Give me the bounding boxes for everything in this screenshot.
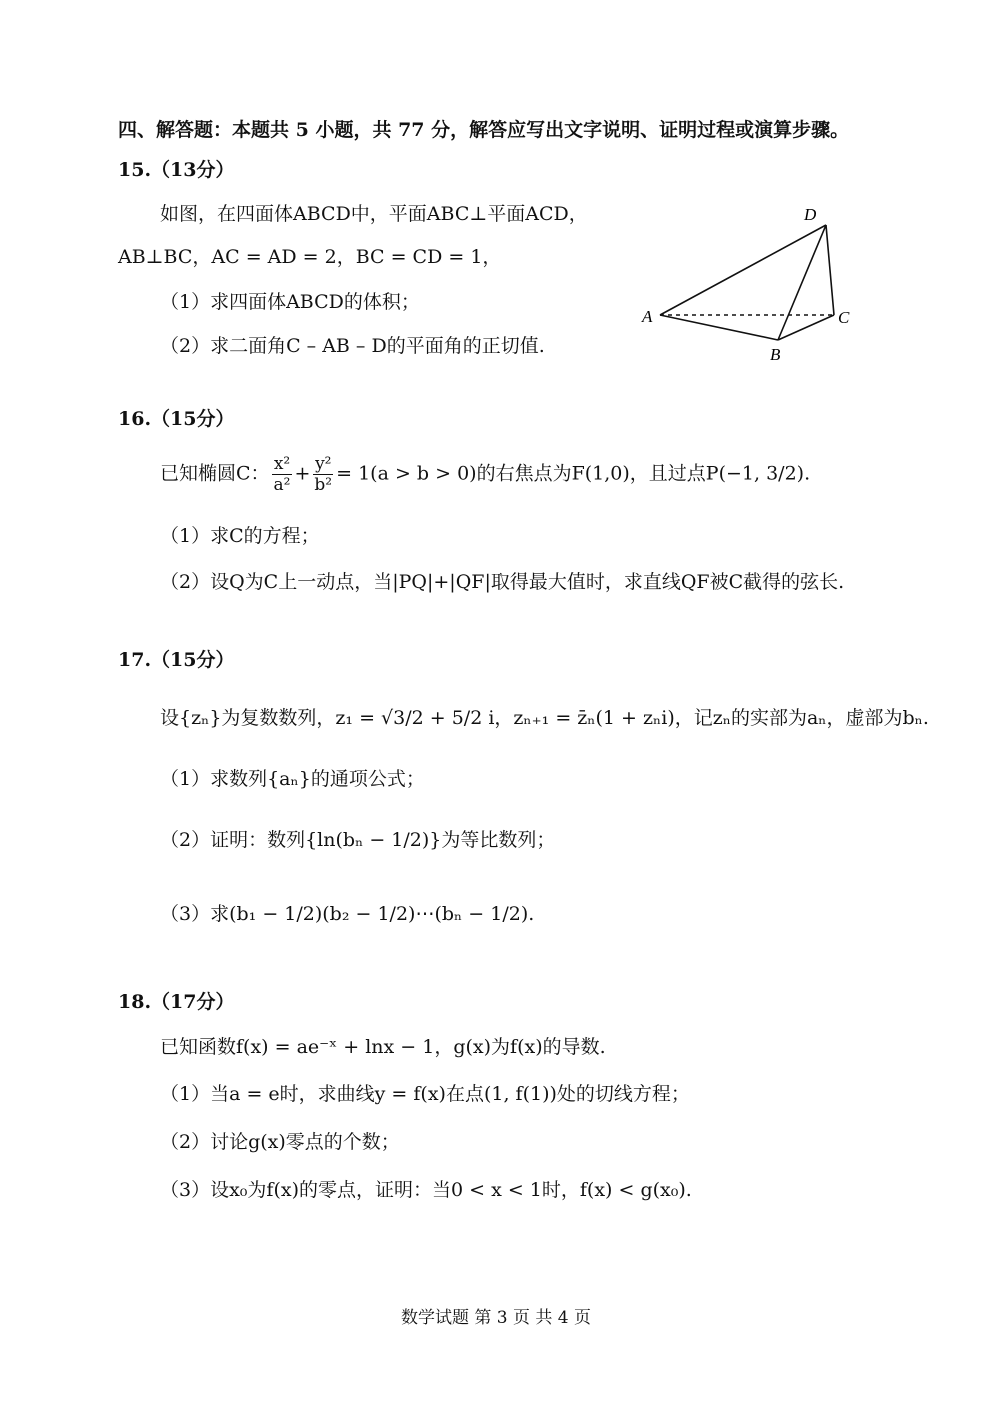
q16-stem-middle: = 1(a > b > 0)的右焦点为F(1,0)，且过点P <box>336 462 719 485</box>
page-footer: 数学试题 第 3 页 共 4 页 <box>400 1308 592 1328</box>
q17-part2: （2）证明：数列{ln(bₙ − 1/2)}为等比数列； <box>160 829 556 851</box>
q18-part1: （1）当a = e时，求曲线y = f(x)在点(1, f(1))处的切线方程； <box>160 1083 690 1105</box>
q17-part1: （1）求数列{aₙ}的通项公式； <box>160 768 425 790</box>
q17-heading: 17.（15分） <box>118 649 235 671</box>
frac-x2-a2: $\frac{\text{x²}}{\text{a²}}$ <box>273 454 291 495</box>
q16-part1: （1）求C的方程； <box>160 525 320 547</box>
section-heading: 四、解答题：本题共 5 小题，共 77 分，解答应写出文字说明、证明过程或演算步骤。 <box>118 119 850 141</box>
q17-stem: 设{zₙ}为复数数列，z₁ = √3/2 + 5/2 i，zₙ₊₁ = z̄ₙ(1 + zₙi)，记zₙ的实部为aₙ，虚部为bₙ. <box>160 707 929 729</box>
q16-stem: 已知椭圆C： $\frac{\text{x²}}{\text{a²}}$ + $\frac{\text{y²}}{\text{b²}}$ = 1(a > b > 0)的右焦点为F(1,0)，且过点P(−1, 3/2). <box>160 454 811 495</box>
vertex-d-label: D <box>804 205 817 224</box>
q17-part3: （3）求(b₁ − 1/2)(b₂ − 1/2)⋯(bₙ − 1/2). <box>160 903 535 925</box>
q16-part2: （2）设Q为C上一动点，当|PQ|+|QF|取得最大值时，求直线QF被C截得的弦长. <box>160 571 845 593</box>
q15-stem-line2: AB⊥BC，AC = AD = 2，BC = CD = 1， <box>118 246 502 268</box>
tetrahedron-figure <box>638 200 868 369</box>
q18-stem: 已知函数f(x) = ae⁻ˣ + lnx − 1，g(x)为f(x)的导数. <box>160 1036 606 1058</box>
q18-heading: 18.（17分） <box>118 991 235 1013</box>
q15-stem-line1: 如图，在四面体ABCD中，平面ABC⊥平面ACD， <box>160 203 588 225</box>
vertex-a-label: A <box>642 307 653 326</box>
q16-point-p: (−1, 3/2). <box>718 462 811 485</box>
q16-stem-prefix: 已知椭圆C： <box>160 462 270 485</box>
q15-part1: （1）求四面体ABCD的体积； <box>160 291 420 313</box>
q18-part3: （3）设x₀为f(x)的零点，证明：当0 < x < 1时，f(x) < g(x₀). <box>160 1179 692 1201</box>
q15-part2: （2）求二面角C – AB – D的平面角的正切值. <box>160 335 545 357</box>
q16-heading: 16.（15分） <box>118 408 235 430</box>
frac-y2-b2: $\frac{\text{y²}}{\text{b²}}$ <box>314 454 333 495</box>
q15-heading: 15.（13分） <box>118 159 235 181</box>
vertex-b-label: B <box>770 345 781 364</box>
q18-part2: （2）讨论g(x)零点的个数； <box>160 1131 400 1153</box>
vertex-c-label: C <box>838 308 850 327</box>
